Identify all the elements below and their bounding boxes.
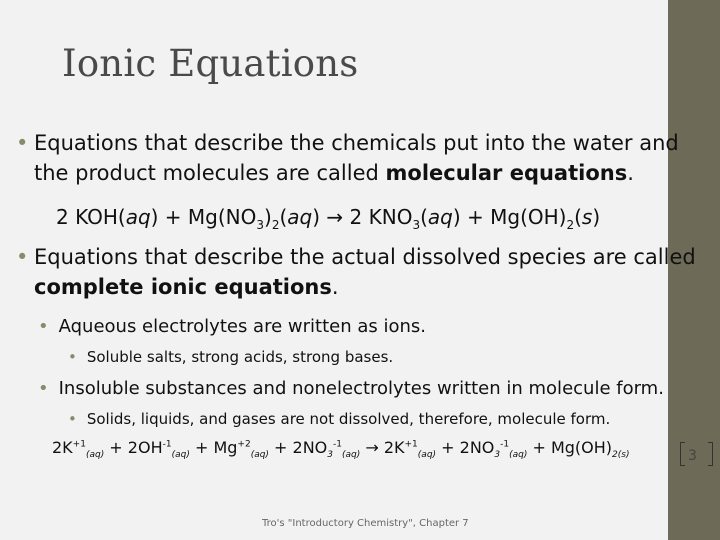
bullet-text: Equations that describe the chemicals put into the water and the product molecules are called molecular equations. bbox=[34, 131, 679, 185]
bold-term: molecular equations bbox=[385, 161, 628, 185]
page-number: 3 bbox=[688, 448, 697, 464]
bullet-molecular bbox=[16, 128, 696, 188]
bold-term: complete ionic equations bbox=[34, 275, 332, 299]
slide-title: Ionic Equations bbox=[62, 42, 359, 85]
sub-bullet-insoluble: • Insoluble substances and nonelectrolytes written in molecule form. bbox=[38, 378, 664, 399]
bullet-dot-icon: • bbox=[38, 378, 49, 399]
arrow-icon: → bbox=[326, 205, 344, 229]
bullet-dot-icon: • bbox=[68, 410, 77, 428]
bullet-complete-ionic bbox=[16, 242, 696, 302]
bullet-dot-icon: • bbox=[68, 348, 77, 366]
bullet-dot-icon: • bbox=[16, 245, 29, 269]
sub-sub-bullet-soluble: • Soluble salts, strong acids, strong bases. bbox=[68, 348, 394, 366]
molecular-equation: 2 $KOH(aq) + Mg(NO_3)_2(aq) \to 2$ $KNO_3(aq) + Mg(OH)_2(s)$ bbox=[56, 205, 601, 232]
page-number-right-bracket bbox=[708, 442, 713, 466]
sub-bullet-aqueous: • Aqueous electrolytes are written as ions. bbox=[38, 316, 426, 337]
complete-ionic-equation: $2K^{+1}_{(aq)} + 2OH^{-1}_{(aq)} + Mg^{+2}_{(aq)} + 2NO_3^{-1}_{(aq)} \to 2K^{+1}_{(aq)} + 2NO_3^{-1}_{(aq)} + Mg(OH)_{2(s)}$ bbox=[52, 438, 630, 461]
bullet-text: Equations that describe the actual dissolved species are called complete ionic equations. bbox=[34, 245, 696, 299]
bullet-dot-icon: • bbox=[38, 316, 49, 337]
sub-sub-bullet-solids: • Solids, liquids, and gases are not dissolved, therefore, molecule form. bbox=[68, 410, 611, 428]
arrow-icon: → bbox=[360, 438, 384, 457]
slide-footer: Tro's "Introductory Chemistry", Chapter 7 bbox=[262, 518, 469, 529]
page-number-left-bracket bbox=[680, 442, 685, 466]
bullet-dot-icon: • bbox=[16, 131, 29, 155]
